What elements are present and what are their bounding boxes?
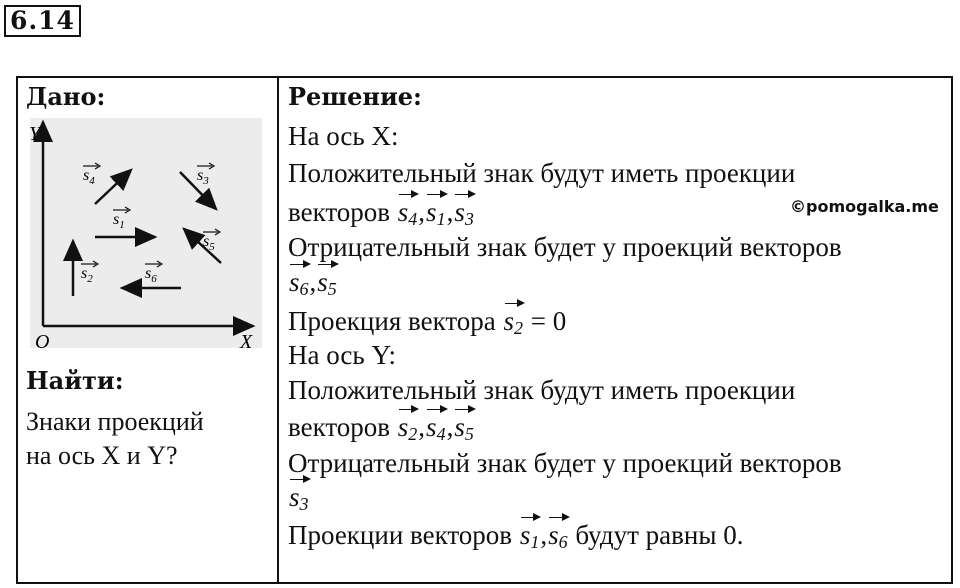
pos-y-prefix: векторов xyxy=(288,412,391,442)
zero-x-equation: = 0 xyxy=(530,306,567,336)
vector-s4: $s_4$ xyxy=(398,192,418,237)
axis-y-label: Y xyxy=(29,123,41,145)
pos-y-vectors xyxy=(397,412,475,442)
find-line-2: на ось X и Y? xyxy=(26,441,178,470)
neg-x-line: Отрицательный знак будет у проекций векторов xyxy=(288,232,842,262)
pos-y-line-1: Положительный знак будут иметь проекции xyxy=(288,375,796,405)
neg-y-vectors xyxy=(288,482,310,512)
watermark: ©pomogalka.me xyxy=(790,197,939,216)
pos-x-vectors xyxy=(397,197,475,227)
zero-y-vectors xyxy=(519,520,569,550)
given-heading: Дано: xyxy=(26,82,106,111)
vector-s6: $s_6$ xyxy=(548,515,568,560)
vector-s5: $s_5$ xyxy=(454,407,474,452)
figure-label-text: $s_6$ xyxy=(145,265,157,285)
vector-separator: , xyxy=(309,267,317,297)
x-axis-heading: На ось X: xyxy=(288,121,399,151)
column-divider xyxy=(277,78,279,582)
pos-x-prefix: векторов xyxy=(288,197,391,227)
zero-x-vectors xyxy=(503,306,525,336)
vector-s5: $s_5$ xyxy=(317,262,337,307)
vector-figure xyxy=(27,118,267,348)
neg-y-line: Отрицательный знак будет у проекций векторов xyxy=(288,448,842,478)
vector-s3: $s_3$ xyxy=(454,192,474,237)
find-text xyxy=(26,405,204,473)
figure-label-text: $s_5$ xyxy=(203,233,215,253)
y-axis-heading: На ось Y: xyxy=(288,340,396,370)
vector-s3: $s_3$ xyxy=(289,477,309,522)
vector-s1: $s_1$ xyxy=(426,192,446,237)
vector-separator: , xyxy=(418,412,426,442)
figure-label-text: $s_3$ xyxy=(197,167,209,187)
zero-x-prefix: Проекция вектора xyxy=(288,306,496,336)
figure-background xyxy=(30,118,262,348)
find-heading: Найти: xyxy=(26,366,124,395)
problem-number: 6.14 xyxy=(4,5,81,37)
origin-label: O xyxy=(35,331,50,348)
solution-heading: Решение: xyxy=(288,82,422,111)
vector-separator: , xyxy=(446,197,454,227)
vector-s4: $s_4$ xyxy=(426,407,446,452)
vector-s2: $s_2$ xyxy=(398,407,418,452)
vector-separator: , xyxy=(446,412,454,442)
vector-s6: $s_6$ xyxy=(289,262,309,307)
vector-separator: , xyxy=(540,520,548,550)
figure-label-text: $s_1$ xyxy=(113,211,125,231)
zero-y-prefix: Проекции векторов xyxy=(288,520,513,550)
figure-label-text: $s_2$ xyxy=(81,265,93,285)
zero-y-suffix: будут равны 0. xyxy=(575,520,744,550)
vector-s1: $s_1$ xyxy=(520,515,540,560)
zero-y-line xyxy=(288,515,743,560)
pos-x-line-1: Положительный знак будут иметь проекции xyxy=(288,158,796,188)
vector-separator: , xyxy=(418,197,426,227)
neg-x-vectors xyxy=(288,267,338,297)
figure-label-text: $s_4$ xyxy=(83,167,95,187)
axis-x-label: X xyxy=(240,331,253,348)
vector-s2: $s_2$ xyxy=(504,301,524,346)
find-line-1: Знаки проекций xyxy=(26,407,204,436)
